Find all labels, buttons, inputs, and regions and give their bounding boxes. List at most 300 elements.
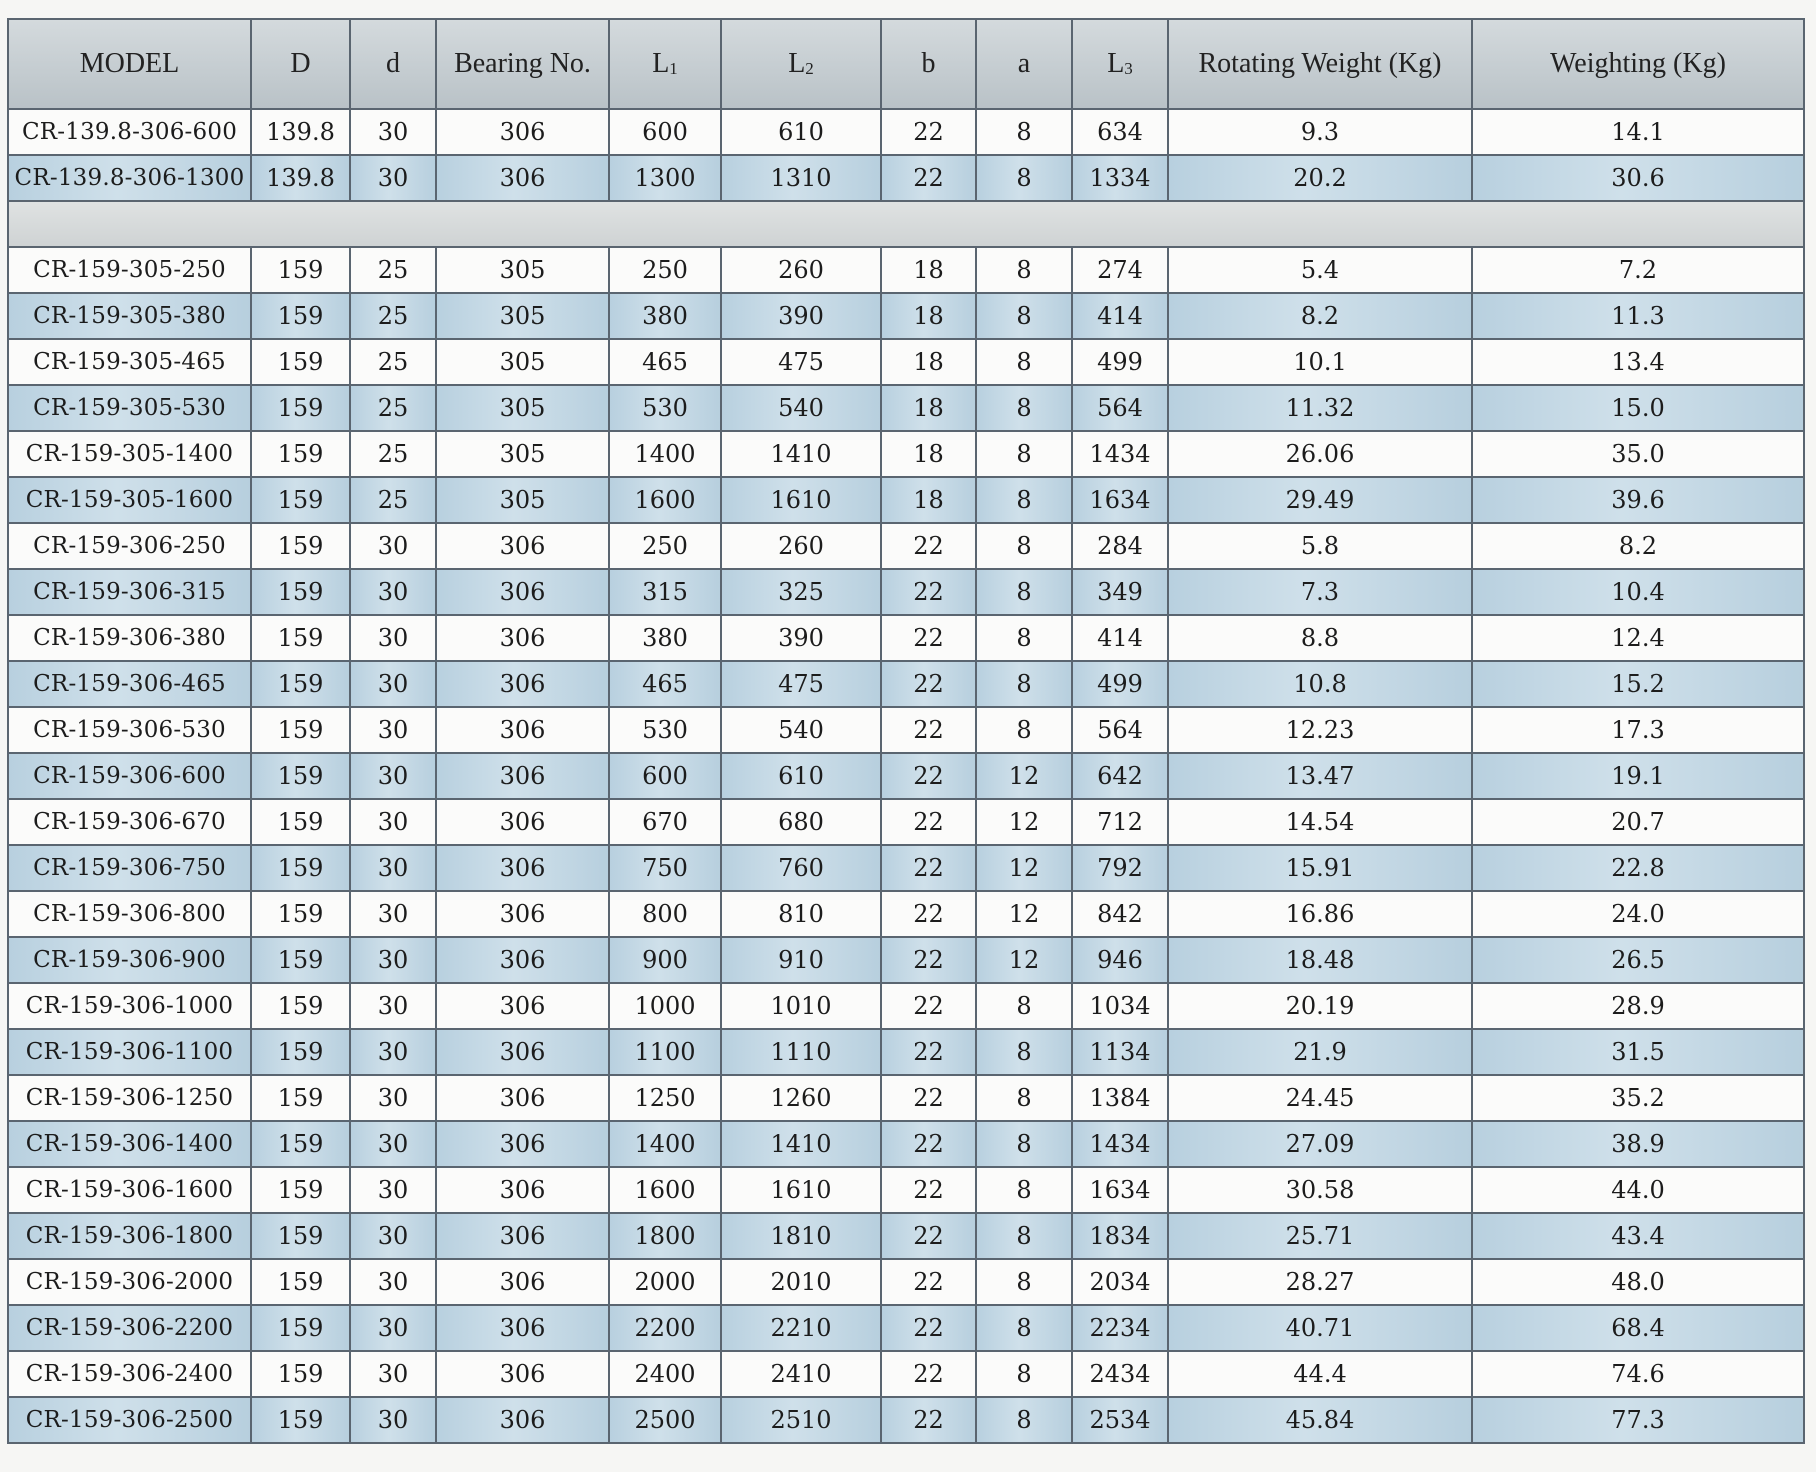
value-cell: 306 — [436, 1121, 609, 1167]
column-header — [1168, 19, 1472, 109]
column-header — [251, 19, 350, 109]
value-cell: 22 — [881, 1305, 976, 1351]
value-cell: 18.48 — [1168, 937, 1472, 983]
table-row — [8, 1213, 1804, 1259]
value-cell: 17.3 — [1472, 707, 1804, 753]
value-cell: 30 — [350, 155, 436, 201]
model-cell: CR-159-306-2500 — [8, 1397, 251, 1443]
model-cell: CR-159-306-380 — [8, 615, 251, 661]
value-cell: 30 — [350, 1397, 436, 1443]
value-cell: 1600 — [609, 1167, 721, 1213]
table-row — [8, 1075, 1804, 1121]
model-cell: CR-159-305-530 — [8, 385, 251, 431]
value-cell: 475 — [721, 661, 881, 707]
value-cell: 18 — [881, 385, 976, 431]
value-cell: 22 — [881, 1167, 976, 1213]
value-cell: 306 — [436, 753, 609, 799]
table-row — [8, 983, 1804, 1029]
value-cell: 2034 — [1072, 1259, 1168, 1305]
value-cell: 30 — [350, 753, 436, 799]
value-cell: 2410 — [721, 1351, 881, 1397]
value-cell: 22 — [881, 1259, 976, 1305]
value-cell: 564 — [1072, 707, 1168, 753]
value-cell: 260 — [721, 523, 881, 569]
model-cell: CR-159-306-1800 — [8, 1213, 251, 1259]
model-cell: CR-159-306-600 — [8, 753, 251, 799]
table-row — [8, 845, 1804, 891]
value-cell: 25 — [350, 339, 436, 385]
value-cell: 306 — [436, 891, 609, 937]
value-cell: 159 — [251, 1075, 350, 1121]
column-header-label: L — [1107, 48, 1125, 79]
value-cell: 28.27 — [1168, 1259, 1472, 1305]
table-row — [8, 569, 1804, 615]
table-row — [8, 293, 1804, 339]
value-cell: 1610 — [721, 1167, 881, 1213]
table-row — [8, 155, 1804, 201]
value-cell: 564 — [1072, 385, 1168, 431]
value-cell: 306 — [436, 1213, 609, 1259]
model-cell: CR-159-306-1000 — [8, 983, 251, 1029]
value-cell: 159 — [251, 1305, 350, 1351]
value-cell: 1600 — [609, 477, 721, 523]
value-cell: 12 — [976, 799, 1072, 845]
value-cell: 8 — [976, 1029, 1072, 1075]
value-cell: 8 — [976, 477, 1072, 523]
value-cell: 12 — [976, 753, 1072, 799]
model-cell: CR-159-306-1100 — [8, 1029, 251, 1075]
value-cell: 1334 — [1072, 155, 1168, 201]
value-cell: 8 — [976, 1075, 1072, 1121]
value-cell: 159 — [251, 937, 350, 983]
value-cell: 22 — [881, 799, 976, 845]
group-separator-row — [8, 201, 1804, 247]
value-cell: 68.4 — [1472, 1305, 1804, 1351]
value-cell: 159 — [251, 247, 350, 293]
value-cell: 760 — [721, 845, 881, 891]
value-cell: 475 — [721, 339, 881, 385]
table-row — [8, 385, 1804, 431]
value-cell: 1260 — [721, 1075, 881, 1121]
value-cell: 30.6 — [1472, 155, 1804, 201]
model-cell: CR-139.8-306-1300 — [8, 155, 251, 201]
model-cell: CR-159-305-465 — [8, 339, 251, 385]
value-cell: 44.0 — [1472, 1167, 1804, 1213]
value-cell: 8 — [976, 615, 1072, 661]
value-cell: 11.3 — [1472, 293, 1804, 339]
roller-spec-table — [7, 18, 1805, 1444]
value-cell: 12 — [976, 845, 1072, 891]
value-cell: 159 — [251, 1029, 350, 1075]
value-cell: 22 — [881, 937, 976, 983]
value-cell: 1034 — [1072, 983, 1168, 1029]
value-cell: 306 — [436, 1075, 609, 1121]
value-cell: 43.4 — [1472, 1213, 1804, 1259]
value-cell: 159 — [251, 339, 350, 385]
value-cell: 306 — [436, 155, 609, 201]
table-row — [8, 1259, 1804, 1305]
model-cell: CR-159-305-380 — [8, 293, 251, 339]
table-row — [8, 1167, 1804, 1213]
value-cell: 1800 — [609, 1213, 721, 1259]
value-cell: 306 — [436, 845, 609, 891]
value-cell: 634 — [1072, 109, 1168, 155]
value-cell: 12.4 — [1472, 615, 1804, 661]
value-cell: 8 — [976, 293, 1072, 339]
value-cell: 7.2 — [1472, 247, 1804, 293]
table-row — [8, 615, 1804, 661]
value-cell: 30 — [350, 845, 436, 891]
value-cell: 306 — [436, 1167, 609, 1213]
value-cell: 1400 — [609, 1121, 721, 1167]
value-cell: 22.8 — [1472, 845, 1804, 891]
value-cell: 22 — [881, 983, 976, 1029]
column-header-label: L — [652, 48, 670, 79]
value-cell: 284 — [1072, 523, 1168, 569]
value-cell: 14.54 — [1168, 799, 1472, 845]
value-cell: 159 — [251, 1121, 350, 1167]
value-cell: 10.8 — [1168, 661, 1472, 707]
value-cell: 414 — [1072, 615, 1168, 661]
value-cell: 540 — [721, 385, 881, 431]
value-cell: 910 — [721, 937, 881, 983]
value-cell: 306 — [436, 523, 609, 569]
value-cell: 13.4 — [1472, 339, 1804, 385]
model-cell: CR-159-306-900 — [8, 937, 251, 983]
column-header — [609, 19, 721, 109]
group-separator — [8, 201, 1804, 247]
value-cell: 74.6 — [1472, 1351, 1804, 1397]
value-cell: 35.2 — [1472, 1075, 1804, 1121]
value-cell: 30 — [350, 1075, 436, 1121]
value-cell: 8 — [976, 707, 1072, 753]
value-cell: 1100 — [609, 1029, 721, 1075]
value-cell: 8 — [976, 155, 1072, 201]
value-cell: 499 — [1072, 339, 1168, 385]
value-cell: 1634 — [1072, 1167, 1168, 1213]
value-cell: 2010 — [721, 1259, 881, 1305]
value-cell: 305 — [436, 293, 609, 339]
value-cell: 306 — [436, 937, 609, 983]
column-header — [1472, 19, 1804, 109]
value-cell: 14.1 — [1472, 109, 1804, 155]
value-cell: 380 — [609, 615, 721, 661]
model-cell: CR-159-306-800 — [8, 891, 251, 937]
value-cell: 250 — [609, 247, 721, 293]
value-cell: 15.0 — [1472, 385, 1804, 431]
value-cell: 77.3 — [1472, 1397, 1804, 1443]
value-cell: 28.9 — [1472, 983, 1804, 1029]
value-cell: 25 — [350, 477, 436, 523]
value-cell: 8 — [976, 385, 1072, 431]
value-cell: 8 — [976, 1305, 1072, 1351]
value-cell: 670 — [609, 799, 721, 845]
value-cell: 159 — [251, 1259, 350, 1305]
value-cell: 22 — [881, 1351, 976, 1397]
value-cell: 15.91 — [1168, 845, 1472, 891]
column-header-label: Bearing No. — [454, 48, 591, 79]
value-cell: 159 — [251, 753, 350, 799]
column-header-label: Weighting (Kg) — [1550, 48, 1726, 79]
value-cell: 30 — [350, 799, 436, 845]
value-cell: 380 — [609, 293, 721, 339]
value-cell: 306 — [436, 1305, 609, 1351]
value-cell: 10.1 — [1168, 339, 1472, 385]
value-cell: 274 — [1072, 247, 1168, 293]
value-cell: 530 — [609, 707, 721, 753]
value-cell: 31.5 — [1472, 1029, 1804, 1075]
value-cell: 800 — [609, 891, 721, 937]
value-cell: 2200 — [609, 1305, 721, 1351]
value-cell: 12 — [976, 891, 1072, 937]
value-cell: 306 — [436, 1351, 609, 1397]
table-row — [8, 753, 1804, 799]
model-cell: CR-159-305-1600 — [8, 477, 251, 523]
value-cell: 315 — [609, 569, 721, 615]
column-header — [350, 19, 436, 109]
value-cell: 325 — [721, 569, 881, 615]
value-cell: 159 — [251, 431, 350, 477]
value-cell: 642 — [1072, 753, 1168, 799]
value-cell: 1110 — [721, 1029, 881, 1075]
value-cell: 22 — [881, 155, 976, 201]
value-cell: 946 — [1072, 937, 1168, 983]
value-cell: 305 — [436, 339, 609, 385]
model-cell: CR-159-306-1400 — [8, 1121, 251, 1167]
value-cell: 8 — [976, 1121, 1072, 1167]
table-row — [8, 1121, 1804, 1167]
value-cell: 900 — [609, 937, 721, 983]
value-cell: 22 — [881, 1075, 976, 1121]
value-cell: 1834 — [1072, 1213, 1168, 1259]
value-cell: 40.71 — [1168, 1305, 1472, 1351]
value-cell: 159 — [251, 1397, 350, 1443]
value-cell: 306 — [436, 1259, 609, 1305]
model-cell: CR-159-306-465 — [8, 661, 251, 707]
value-cell: 2210 — [721, 1305, 881, 1351]
value-cell: 22 — [881, 523, 976, 569]
value-cell: 1010 — [721, 983, 881, 1029]
value-cell: 712 — [1072, 799, 1168, 845]
value-cell: 159 — [251, 385, 350, 431]
table-row — [8, 1397, 1804, 1443]
value-cell: 18 — [881, 247, 976, 293]
table-body — [8, 109, 1804, 1443]
value-cell: 30 — [350, 983, 436, 1029]
value-cell: 22 — [881, 661, 976, 707]
value-cell: 2234 — [1072, 1305, 1168, 1351]
column-header-label: Rotating Weight (Kg) — [1198, 48, 1442, 79]
table-row — [8, 477, 1804, 523]
value-cell: 22 — [881, 707, 976, 753]
value-cell: 21.9 — [1168, 1029, 1472, 1075]
value-cell: 30 — [350, 1213, 436, 1259]
value-cell: 159 — [251, 983, 350, 1029]
value-cell: 680 — [721, 799, 881, 845]
value-cell: 27.09 — [1168, 1121, 1472, 1167]
value-cell: 25.71 — [1168, 1213, 1472, 1259]
value-cell: 8 — [976, 569, 1072, 615]
value-cell: 1434 — [1072, 431, 1168, 477]
value-cell: 22 — [881, 1029, 976, 1075]
value-cell: 600 — [609, 109, 721, 155]
value-cell: 792 — [1072, 845, 1168, 891]
value-cell: 7.3 — [1168, 569, 1472, 615]
value-cell: 26.06 — [1168, 431, 1472, 477]
value-cell: 8 — [976, 1259, 1072, 1305]
value-cell: 1250 — [609, 1075, 721, 1121]
value-cell: 159 — [251, 569, 350, 615]
value-cell: 1610 — [721, 477, 881, 523]
value-cell: 18 — [881, 431, 976, 477]
value-cell: 139.8 — [251, 155, 350, 201]
value-cell: 250 — [609, 523, 721, 569]
value-cell: 20.2 — [1168, 155, 1472, 201]
value-cell: 30 — [350, 1121, 436, 1167]
value-cell: 8 — [976, 523, 1072, 569]
table-row — [8, 661, 1804, 707]
model-cell: CR-159-306-315 — [8, 569, 251, 615]
column-header-subscript: 1 — [669, 59, 678, 78]
model-cell: CR-159-306-2200 — [8, 1305, 251, 1351]
value-cell: 499 — [1072, 661, 1168, 707]
value-cell: 159 — [251, 523, 350, 569]
value-cell: 159 — [251, 661, 350, 707]
value-cell: 8 — [976, 1213, 1072, 1259]
column-header-label: D — [290, 48, 311, 79]
model-cell: CR-159-306-2400 — [8, 1351, 251, 1397]
value-cell: 1300 — [609, 155, 721, 201]
value-cell: 159 — [251, 845, 350, 891]
value-cell: 465 — [609, 661, 721, 707]
value-cell: 11.32 — [1168, 385, 1472, 431]
value-cell: 8 — [976, 1167, 1072, 1213]
value-cell: 306 — [436, 1029, 609, 1075]
value-cell: 35.0 — [1472, 431, 1804, 477]
value-cell: 22 — [881, 615, 976, 661]
table-row — [8, 799, 1804, 845]
value-cell: 8 — [976, 109, 1072, 155]
model-cell: CR-159-306-1600 — [8, 1167, 251, 1213]
value-cell: 12.23 — [1168, 707, 1472, 753]
value-cell: 2500 — [609, 1397, 721, 1443]
value-cell: 45.84 — [1168, 1397, 1472, 1443]
value-cell: 465 — [609, 339, 721, 385]
value-cell: 30 — [350, 937, 436, 983]
value-cell: 5.8 — [1168, 523, 1472, 569]
value-cell: 1000 — [609, 983, 721, 1029]
value-cell: 30 — [350, 661, 436, 707]
value-cell: 12 — [976, 937, 1072, 983]
value-cell: 610 — [721, 109, 881, 155]
column-header-label: L — [788, 48, 806, 79]
value-cell: 750 — [609, 845, 721, 891]
value-cell: 30 — [350, 891, 436, 937]
value-cell: 390 — [721, 293, 881, 339]
value-cell: 30 — [350, 1351, 436, 1397]
table-row — [8, 1351, 1804, 1397]
value-cell: 306 — [436, 109, 609, 155]
table-row — [8, 523, 1804, 569]
column-header — [976, 19, 1072, 109]
value-cell: 24.0 — [1472, 891, 1804, 937]
value-cell: 159 — [251, 891, 350, 937]
value-cell: 159 — [251, 707, 350, 753]
model-cell: CR-159-306-670 — [8, 799, 251, 845]
value-cell: 306 — [436, 1397, 609, 1443]
table-row — [8, 431, 1804, 477]
value-cell: 30 — [350, 1167, 436, 1213]
value-cell: 305 — [436, 431, 609, 477]
value-cell: 306 — [436, 615, 609, 661]
value-cell: 30 — [350, 1305, 436, 1351]
table-row — [8, 707, 1804, 753]
value-cell: 22 — [881, 1397, 976, 1443]
value-cell: 26.5 — [1472, 937, 1804, 983]
value-cell: 13.47 — [1168, 753, 1472, 799]
table-row — [8, 339, 1804, 385]
value-cell: 39.6 — [1472, 477, 1804, 523]
value-cell: 24.45 — [1168, 1075, 1472, 1121]
value-cell: 25 — [350, 247, 436, 293]
value-cell: 306 — [436, 707, 609, 753]
value-cell: 18 — [881, 477, 976, 523]
value-cell: 22 — [881, 845, 976, 891]
value-cell: 1410 — [721, 1121, 881, 1167]
value-cell: 30 — [350, 569, 436, 615]
value-cell: 22 — [881, 109, 976, 155]
value-cell: 306 — [436, 661, 609, 707]
value-cell: 159 — [251, 1351, 350, 1397]
value-cell: 25 — [350, 293, 436, 339]
value-cell: 530 — [609, 385, 721, 431]
value-cell: 1434 — [1072, 1121, 1168, 1167]
value-cell: 8.2 — [1472, 523, 1804, 569]
table-row — [8, 1305, 1804, 1351]
column-header-label: MODEL — [79, 48, 180, 79]
value-cell: 159 — [251, 1213, 350, 1259]
value-cell: 2510 — [721, 1397, 881, 1443]
value-cell: 9.3 — [1168, 109, 1472, 155]
value-cell: 22 — [881, 1121, 976, 1167]
value-cell: 1310 — [721, 155, 881, 201]
value-cell: 22 — [881, 1213, 976, 1259]
value-cell: 10.4 — [1472, 569, 1804, 615]
column-header-label: d — [386, 48, 400, 79]
value-cell: 15.2 — [1472, 661, 1804, 707]
value-cell: 2000 — [609, 1259, 721, 1305]
model-cell: CR-159-306-250 — [8, 523, 251, 569]
value-cell: 8 — [976, 1351, 1072, 1397]
value-cell: 8 — [976, 983, 1072, 1029]
value-cell: 159 — [251, 615, 350, 661]
value-cell: 48.0 — [1472, 1259, 1804, 1305]
column-header-subscript: 2 — [805, 59, 814, 78]
value-cell: 159 — [251, 293, 350, 339]
value-cell: 2434 — [1072, 1351, 1168, 1397]
value-cell: 610 — [721, 753, 881, 799]
model-cell: CR-159-305-250 — [8, 247, 251, 293]
value-cell: 139.8 — [251, 109, 350, 155]
value-cell: 2534 — [1072, 1397, 1168, 1443]
value-cell: 30 — [350, 523, 436, 569]
value-cell: 18 — [881, 293, 976, 339]
table-header-row — [8, 19, 1804, 109]
value-cell: 5.4 — [1168, 247, 1472, 293]
value-cell: 8 — [976, 431, 1072, 477]
value-cell: 30.58 — [1168, 1167, 1472, 1213]
model-cell: CR-159-306-530 — [8, 707, 251, 753]
